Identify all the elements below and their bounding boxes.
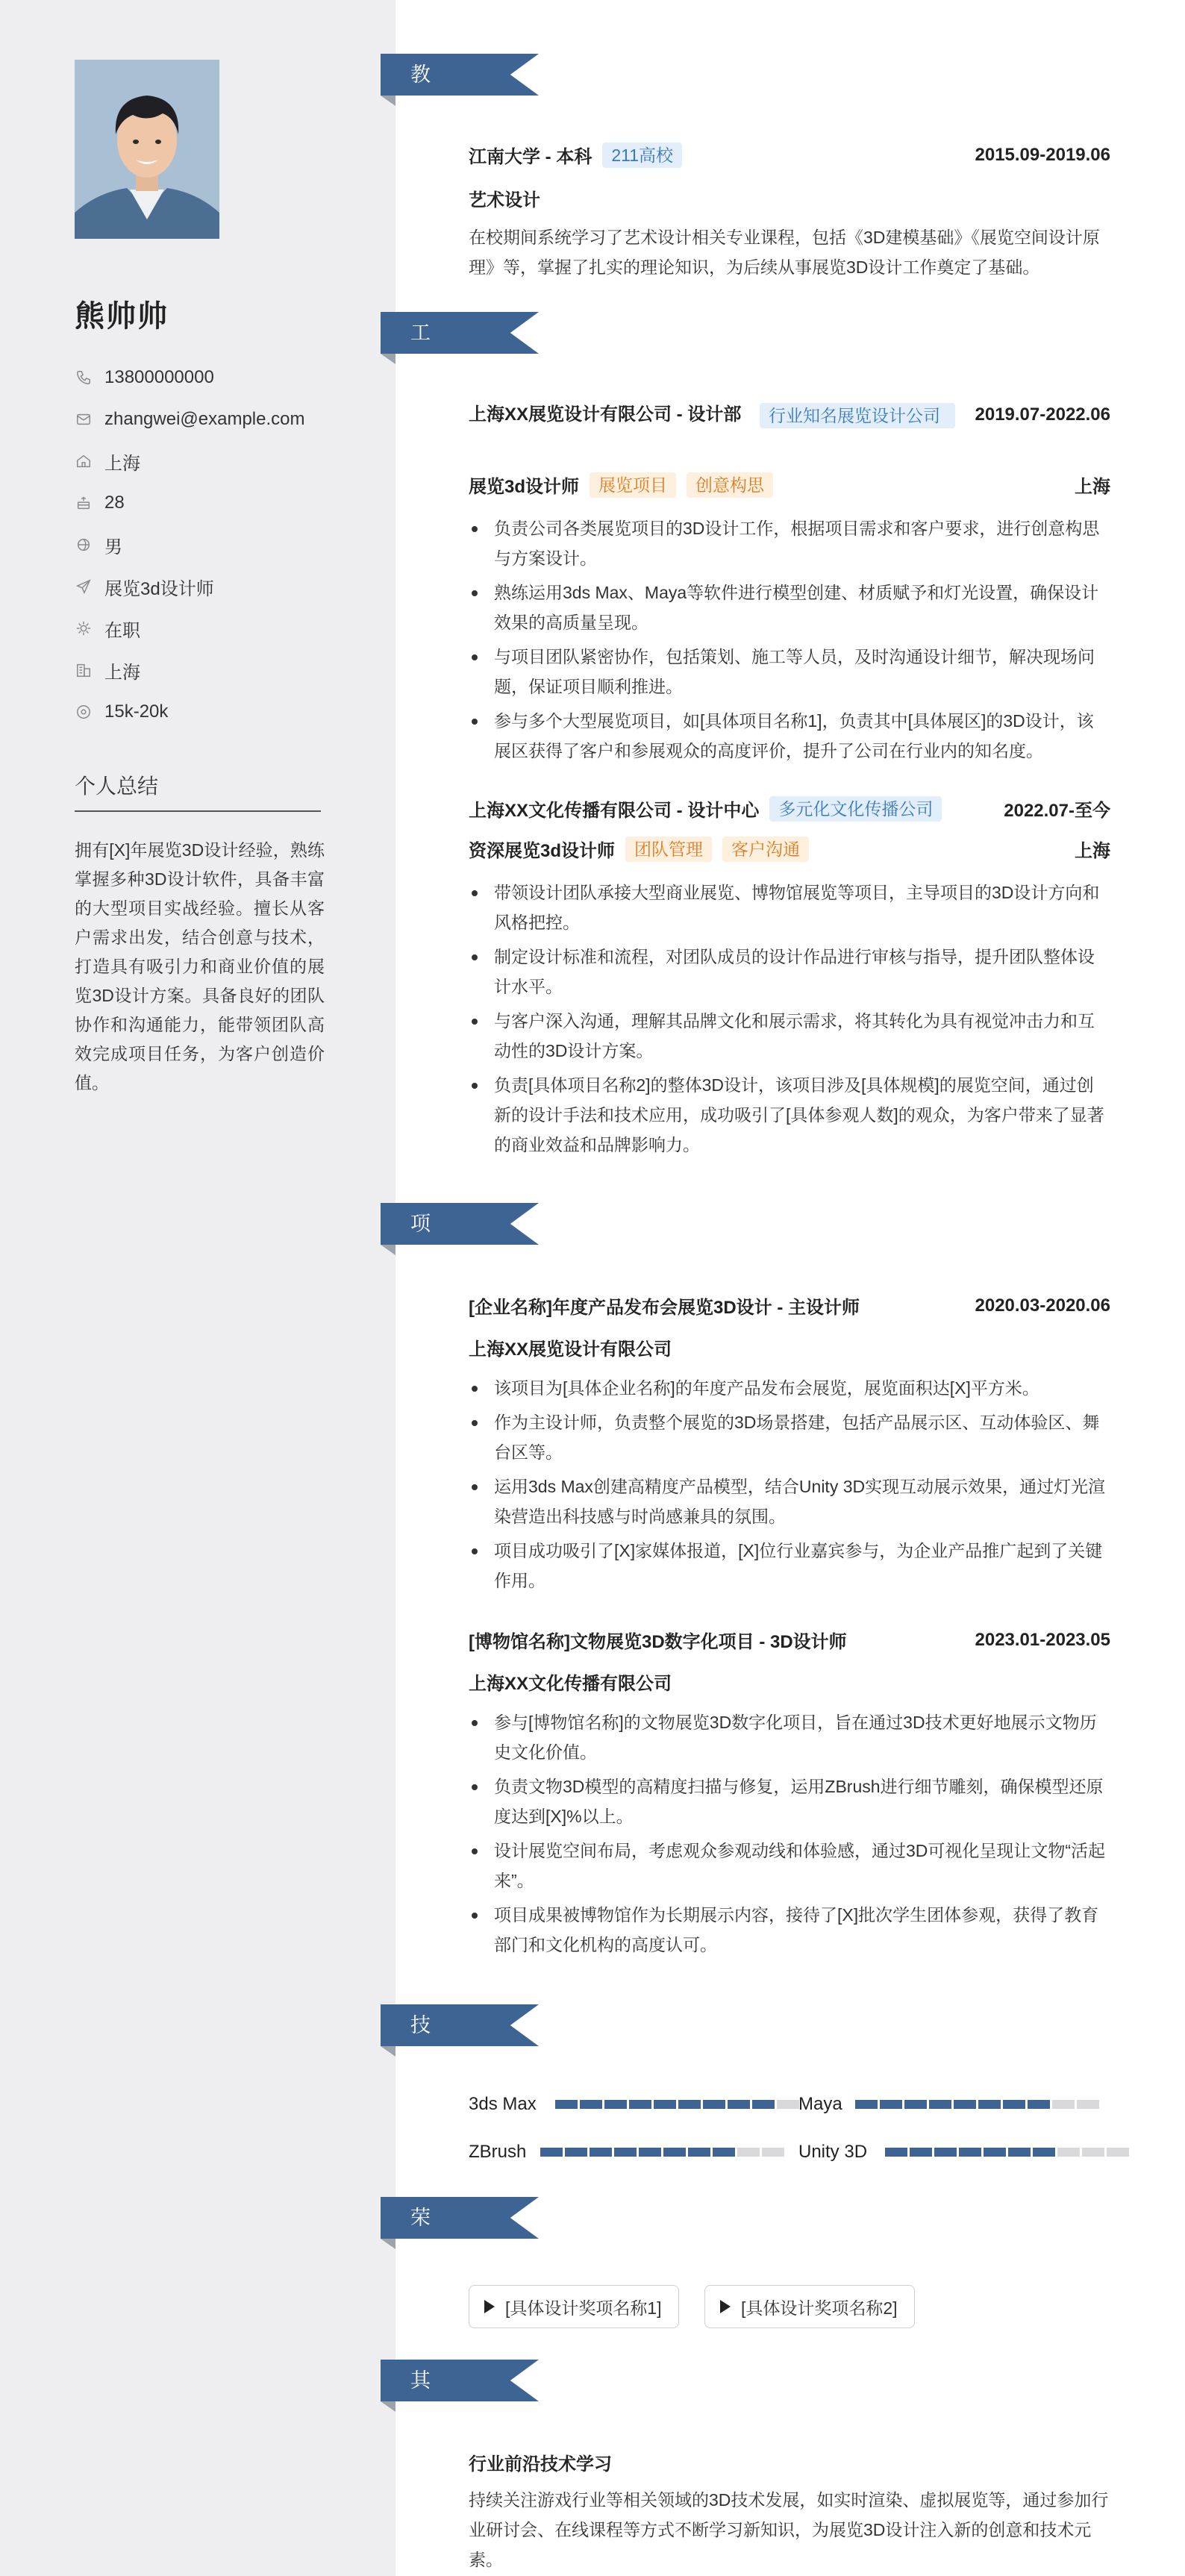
gender-icon [75, 536, 93, 554]
skill-bar-segment [1052, 2100, 1075, 2109]
project-1-period: 2020.03-2020.06 [975, 1295, 1110, 1316]
skill-bar-segment [978, 2100, 1001, 2109]
skill-bar-segment [703, 2100, 725, 2109]
skill-bar-segment [904, 2100, 927, 2109]
work-1-company: 上海XX展览设计有限公司 - 设计部 [469, 404, 742, 425]
skill-bar-segment [762, 2148, 784, 2157]
other-text: 持续关注游戏行业等相关领域的3D技术发展，如实时渲染、虚拟展览等，通过参加行业研讨会、在线课程等方式不断学习新知识，为展览3D设计注入新的创意和技术元素。 [469, 2490, 1109, 2569]
skill-bar-segment [663, 2148, 686, 2157]
contact-gender [75, 530, 122, 560]
summary-divider [75, 810, 321, 812]
skill-bar [555, 2100, 801, 2109]
skill-bar-segment [555, 2100, 578, 2109]
skill-bar-segment [713, 2148, 735, 2157]
list-item: 熟练运用3ds Max、Maya等软件进行模型创建、材质赋予和灯光设置，确保设计效果的高质量呈现。 [469, 578, 1110, 637]
skill-bar-segment [565, 2148, 587, 2157]
skill-bar-segment [629, 2100, 651, 2109]
skill-bar [540, 2148, 787, 2157]
play-icon [720, 2300, 731, 2313]
list-item: 该项目为[具体企业名称]的年度产品发布会展览，展览面积达[X]平方米。 [469, 1373, 1110, 1403]
skill-bar-segment [654, 2100, 676, 2109]
project-1-org: 上海XX展览设计有限公司 [469, 1339, 672, 1360]
work-2-role: 资深展览3d设计师 [469, 841, 616, 861]
skill-bar-segment [1008, 2148, 1031, 2157]
section-title-projects: 项目经历 [410, 1213, 431, 1360]
education-tag: 211高校 [602, 143, 682, 168]
project-1-header [469, 1292, 1110, 1319]
education-major-row [469, 185, 1110, 211]
contact-age [75, 488, 125, 518]
work-2-period: 2022.07-至今 [1004, 801, 1110, 821]
contact-position [75, 572, 214, 601]
list-item: 负责文物3D模型的高精度扫描与修复，运用ZBrush进行细节雕刻，确保模型还原度达到[X]%以上。 [469, 1772, 1110, 1831]
work-2-tag: 多元化文化传播公司 [769, 796, 942, 822]
list-item: 带领设计团队承接大型商业展览、博物馆展览等项目，主导项目的3D设计方向和风格把控。 [469, 878, 1110, 937]
skill-bar-segment [910, 2148, 932, 2157]
skill-bar-segment [984, 2148, 1006, 2157]
skill-bar-segment [1077, 2100, 1099, 2109]
contact-email-value: zhangwei@example.com [104, 409, 305, 429]
skill-bar-segment [855, 2100, 878, 2109]
work-1-role: 展览3d设计师 [469, 477, 580, 497]
contact-city-value: 上海 [104, 662, 140, 683]
skill-name: Maya [798, 2094, 842, 2114]
work-2-tag-2: 客户沟通 [722, 837, 809, 862]
work-1-header [469, 400, 1110, 430]
work-2-header [469, 795, 1110, 822]
project-2-org-row [469, 1669, 1110, 1695]
contact-home-value: 上海 [104, 453, 140, 474]
skill-bar-segment [934, 2148, 957, 2157]
list-item: 与客户深入沟通，理解其品牌文化和展示需求，将其转化为具有视觉冲击力和互动性的3D设计方案。 [469, 1006, 1110, 1066]
work-2-tag-1: 团队管理 [625, 837, 712, 862]
work-2-bullets [469, 878, 1110, 1164]
section-title-skills: 技能专长 [410, 2014, 431, 2162]
skill-bar-segment [688, 2148, 710, 2157]
skill-bar-segment [1033, 2148, 1055, 2157]
education-description: 在校期间系统学习了艺术设计相关专业课程，包括《3D建模基础》《展览空间设计原理》等，掌握了扎实的理论知识，为后续从事展览3D设计工作奠定了基础。 [469, 228, 1100, 277]
list-item: 设计展览空间布局，考虑观众参观动线和体验感，通过3D可视化呈现让文物“活起来”。 [469, 1836, 1110, 1895]
contact-home [75, 446, 140, 476]
list-item: 项目成果被博物馆作为长期展示内容，接待了[X]批次学生团体参观，获得了教育部门和文化机构的高度认可。 [469, 1900, 1110, 1960]
work-1-tag-1: 展览项目 [590, 472, 676, 498]
education-header [469, 142, 1110, 168]
list-item: 作为主设计师，负责整个展览的3D场景搭建，包括产品展示区、互动体验区、舞台区等。 [469, 1407, 1110, 1467]
contact-age-value: 28 [104, 493, 125, 513]
skill-bar-segment [1003, 2100, 1025, 2109]
contact-status-value: 在职 [104, 620, 140, 641]
email-icon [75, 410, 93, 428]
other-title-row [469, 2449, 1110, 2475]
contact-phone [75, 363, 214, 393]
candidate-name: 熊帅帅 [75, 300, 169, 333]
skill-bar-segment [929, 2100, 951, 2109]
list-item: 参与多个大型展览项目，如[具体项目名称1]，负责其中[具体展区]的3D设计，该展区获得了客户和参展观众的高度评价，提升了公司在行业内的知名度。 [469, 706, 1110, 766]
skill-bar-segment [880, 2100, 902, 2109]
age-icon [75, 494, 93, 512]
education-period: 2015.09-2019.06 [975, 144, 1110, 165]
skill-name: 3ds Max [469, 2094, 537, 2114]
skill-bar-segment [1082, 2148, 1104, 2157]
contact-position-value: 展览3d设计师 [104, 578, 214, 599]
work-1-role-row [469, 472, 1110, 498]
project-2-title: [博物馆名称]文物展览3D数字化项目 - 3D设计师 [469, 1632, 847, 1652]
work-2-role-row [469, 836, 1110, 862]
profile-photo [75, 60, 219, 239]
work-1-tag-2: 创意构思 [687, 472, 773, 498]
project-2-org: 上海XX文化传播有限公司 [469, 1674, 672, 1694]
skill-bar-segment [590, 2148, 612, 2157]
summary-title: 个人总结 [75, 775, 159, 798]
skill-bar-segment [614, 2148, 637, 2157]
project-2-header [469, 1627, 1110, 1653]
skill-bar-segment [954, 2100, 976, 2109]
home-icon [75, 452, 93, 470]
skill-name: Unity 3D [798, 2142, 868, 2162]
award-chip-1[interactable] [469, 2285, 679, 2328]
skill-bar-segment [678, 2100, 701, 2109]
contact-email [75, 404, 305, 434]
award-chip-2[interactable] [704, 2285, 915, 2328]
work-1-tag: 行业知名展览设计公司 [760, 403, 955, 428]
section-title-education: 教育经历 [410, 63, 431, 211]
project-1-title: [企业名称]年度产品发布会展览3D设计 - 主设计师 [469, 1298, 860, 1318]
skill-bar-segment [639, 2148, 661, 2157]
contact-gender-value: 男 [104, 537, 122, 557]
skill-bar-segment [752, 2100, 775, 2109]
work-2-company: 上海XX文化传播有限公司 - 设计中心 [469, 801, 760, 821]
position-icon [75, 578, 93, 595]
award-label: [具体设计奖项名称2] [741, 2298, 898, 2318]
city-icon [75, 661, 93, 679]
skill-bar-segment [959, 2148, 981, 2157]
skill-bar [885, 2148, 1131, 2157]
section-title-work: 工作经历 [410, 322, 431, 469]
work-1-location: 上海 [1075, 477, 1110, 497]
section-title-awards: 荣誉奖项 [410, 2207, 431, 2354]
work-1-period: 2019.07-2022.06 [975, 404, 1110, 425]
list-item: 负责[具体项目名称2]的整体3D设计，该项目涉及[具体规模]的展览空间，通过创新的设计手法和技术应用，成功吸引了[具体参观人数]的观众，为客户带来了显著的商业效益和品牌影响力。 [469, 1070, 1110, 1160]
skill-bar-segment [777, 2100, 799, 2109]
list-item: 项目成功吸引了[X]家媒体报道，[X]位行业嘉宾参与，为企业产品推广起到了关键作用。 [469, 1536, 1110, 1595]
education-major: 艺术设计 [469, 190, 540, 210]
contact-salary-value: 15k-20k [104, 701, 169, 722]
skill-bar-segment [1107, 2148, 1129, 2157]
skill-bar-segment [885, 2148, 907, 2157]
skill-unity-3d [798, 2142, 1131, 2163]
skill-bar-segment [604, 2100, 627, 2109]
portrait-image [75, 60, 219, 239]
skill-3ds-max [469, 2094, 801, 2115]
skill-bar-segment [540, 2148, 563, 2157]
list-item: 参与[博物馆名称]的文物展览3D数字化项目，旨在通过3D技术更好地展示文物历史文化价值。 [469, 1707, 1110, 1767]
project-2-bullets [469, 1707, 1110, 1964]
contact-status [75, 613, 140, 643]
other-title: 行业前沿技术学习 [469, 2454, 612, 2475]
skill-bar-segment [1028, 2100, 1050, 2109]
project-1-bullets [469, 1373, 1110, 1600]
status-icon [75, 619, 93, 637]
contact-phone-value: 13800000000 [104, 367, 214, 387]
award-label: [具体设计奖项名称1] [505, 2298, 662, 2318]
skill-zbrush [469, 2142, 787, 2163]
skill-bar-segment [728, 2100, 750, 2109]
project-1-org-row [469, 1334, 1110, 1360]
summary-text: 拥有[X]年展览3D设计经验，熟练掌握多种3D设计软件，具备丰富的大型项目实战经验。擅长从客户需求出发，结合创意与技术，打造具有吸引力和商业价值的展览3D设计方案。具备良好的团队协作和沟通能力，能带领团队高效完成项目任务，为客户创造价值。 [75, 840, 325, 1092]
skill-bar [855, 2100, 1101, 2109]
list-item: 与项目团队紧密协作，包括策划、施工等人员，及时沟通设计细节，解决现场问题，保证项目顺利推进。 [469, 642, 1110, 701]
list-item: 制定设计标准和流程，对团队成员的设计作品进行审核与指导，提升团队整体设计水平。 [469, 942, 1110, 1001]
skill-bar-segment [1057, 2148, 1080, 2157]
contact-city [75, 655, 140, 685]
skill-maya [798, 2094, 1101, 2115]
skill-bar-segment [580, 2100, 602, 2109]
education-school: 江南大学 - 本科 [469, 147, 592, 167]
skill-name: ZBrush [469, 2142, 527, 2162]
work-2-location: 上海 [1075, 841, 1110, 861]
list-item: 负责公司各类展览项目的3D设计工作，根据项目需求和客户要求，进行创意构思与方案设计。 [469, 513, 1110, 573]
list-item: 运用3ds Max创建高精度产品模型，结合Unity 3D实现互动展示效果，通过灯光渲染营造出科技感与时尚感兼具的氛围。 [469, 1472, 1110, 1531]
salary-icon [75, 703, 93, 721]
work-1-bullets [469, 513, 1110, 770]
project-2-period: 2023.01-2023.05 [975, 1629, 1110, 1650]
section-title-other: 其他信息 [410, 2369, 431, 2517]
play-icon [484, 2300, 495, 2313]
phone-icon [75, 369, 93, 387]
skill-bar-segment [737, 2148, 760, 2157]
contact-salary [75, 697, 168, 727]
